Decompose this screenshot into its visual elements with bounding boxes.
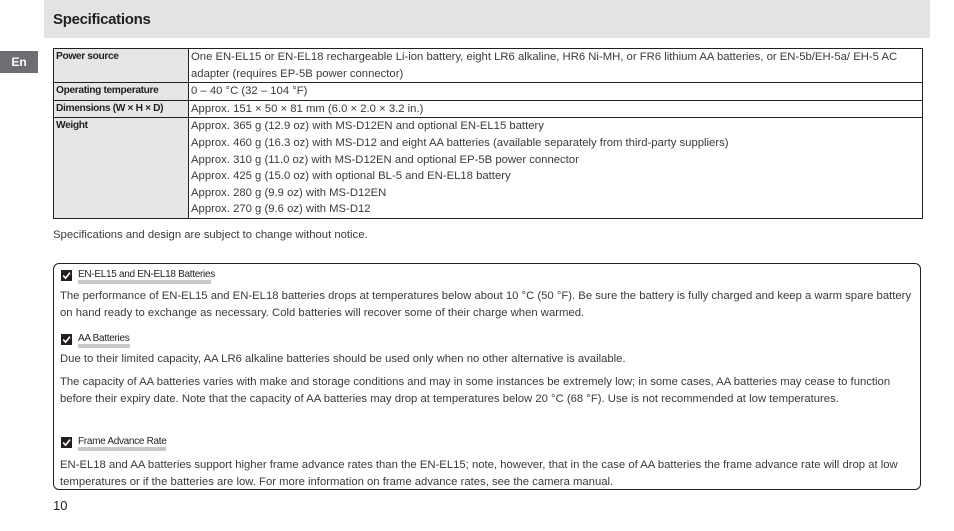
weight-line: Approx. 280 g (9.9 oz) with MS-D12EN: [191, 186, 387, 199]
row-value: Approx. 151 × 50 × 81 mm (6.0 × 2.0 × 3.2 in.): [189, 100, 923, 118]
heading-highlight: [78, 447, 166, 451]
checkmark-icon: [61, 334, 72, 345]
heading-highlight: [78, 280, 211, 284]
row-label: Operating temperature: [54, 83, 189, 101]
row-label: Weight: [54, 118, 189, 219]
heading-highlight: [78, 344, 130, 348]
note-heading-text: AA Batteries: [78, 333, 130, 344]
checkmark-icon: [61, 270, 72, 281]
table-row: [54, 83, 923, 101]
specifications-table: [53, 48, 923, 219]
weight-line: Approx. 310 g (11.0 oz) with MS-D12EN and optional EP-5B power connector: [191, 153, 579, 166]
note-paragraph: The performance of EN-EL15 and EN-EL18 batteries drops at temperatures below about 10 °C (50 °F). Be sure the battery is fully charged and keep a warm spare battery on hand ready to exchange as necessary. Cold batteries will recover some of their charge when warmed.: [60, 290, 912, 319]
page-number: 10: [53, 498, 68, 513]
note-paragraph: The capacity of AA batteries varies with make and storage conditions and may in some instances be extremely low; in some cases, AA batteries may cease to function before their expiry date. Note that the capacity of AA batteries may drop at temperatures below 20 °C (68 °F). Use is not recommended at low temperatures.: [60, 376, 891, 405]
row-value: 0 – 40 °C (32 – 104 °F): [189, 83, 923, 101]
weight-line: Approx. 365 g (12.9 oz) with MS-D12EN and optional EN-EL15 battery: [191, 120, 544, 133]
specs-footnote: Specifications and design are subject to change without notice.: [53, 229, 368, 241]
language-tab: En: [0, 51, 38, 73]
note-heading-text: Frame Advance Rate: [78, 436, 167, 447]
row-value: One EN-EL15 or EN-EL18 rechargeable Li-ion battery, eight LR6 alkaline, HR6 Ni-MH, or FR6 lithium AA batteries, or EN-5b/EH-5a/ EH-5 AC adapter (requires EP-5B power connector): [189, 49, 923, 83]
header-band: [44, 0, 930, 38]
table-row: [54, 118, 923, 219]
row-label: Power source: [54, 49, 189, 83]
weight-line: Approx. 425 g (15.0 oz) with optional BL-5 and EN-EL18 battery: [191, 170, 511, 183]
notes-box: [53, 263, 921, 490]
row-label: Dimensions (W × H × D): [54, 100, 189, 118]
row-value: [189, 118, 923, 219]
checkmark-icon: [61, 437, 72, 448]
note-paragraph: EN-EL18 and AA batteries support higher frame advance rates than the EN-EL15; note, however, that in the case of AA batteries the frame advance rate will drop at low temperatures or if the batteries are low. For more information on frame advance rates, see the camera manual.: [60, 459, 898, 488]
weight-line: Approx. 460 g (16.3 oz) with MS-D12 and eight AA batteries (available separately from third-party suppliers): [191, 136, 729, 149]
note-paragraph: Due to their limited capacity, AA LR6 alkaline batteries should be used only when no other alternative is available.: [60, 353, 626, 365]
note-heading-text: EN-EL15 and EN-EL18 Batteries: [78, 269, 215, 280]
page-title: Specifications: [53, 11, 151, 28]
table-row: [54, 100, 923, 118]
table-row: [54, 49, 923, 83]
weight-line: Approx. 270 g (9.6 oz) with MS-D12: [191, 203, 371, 216]
